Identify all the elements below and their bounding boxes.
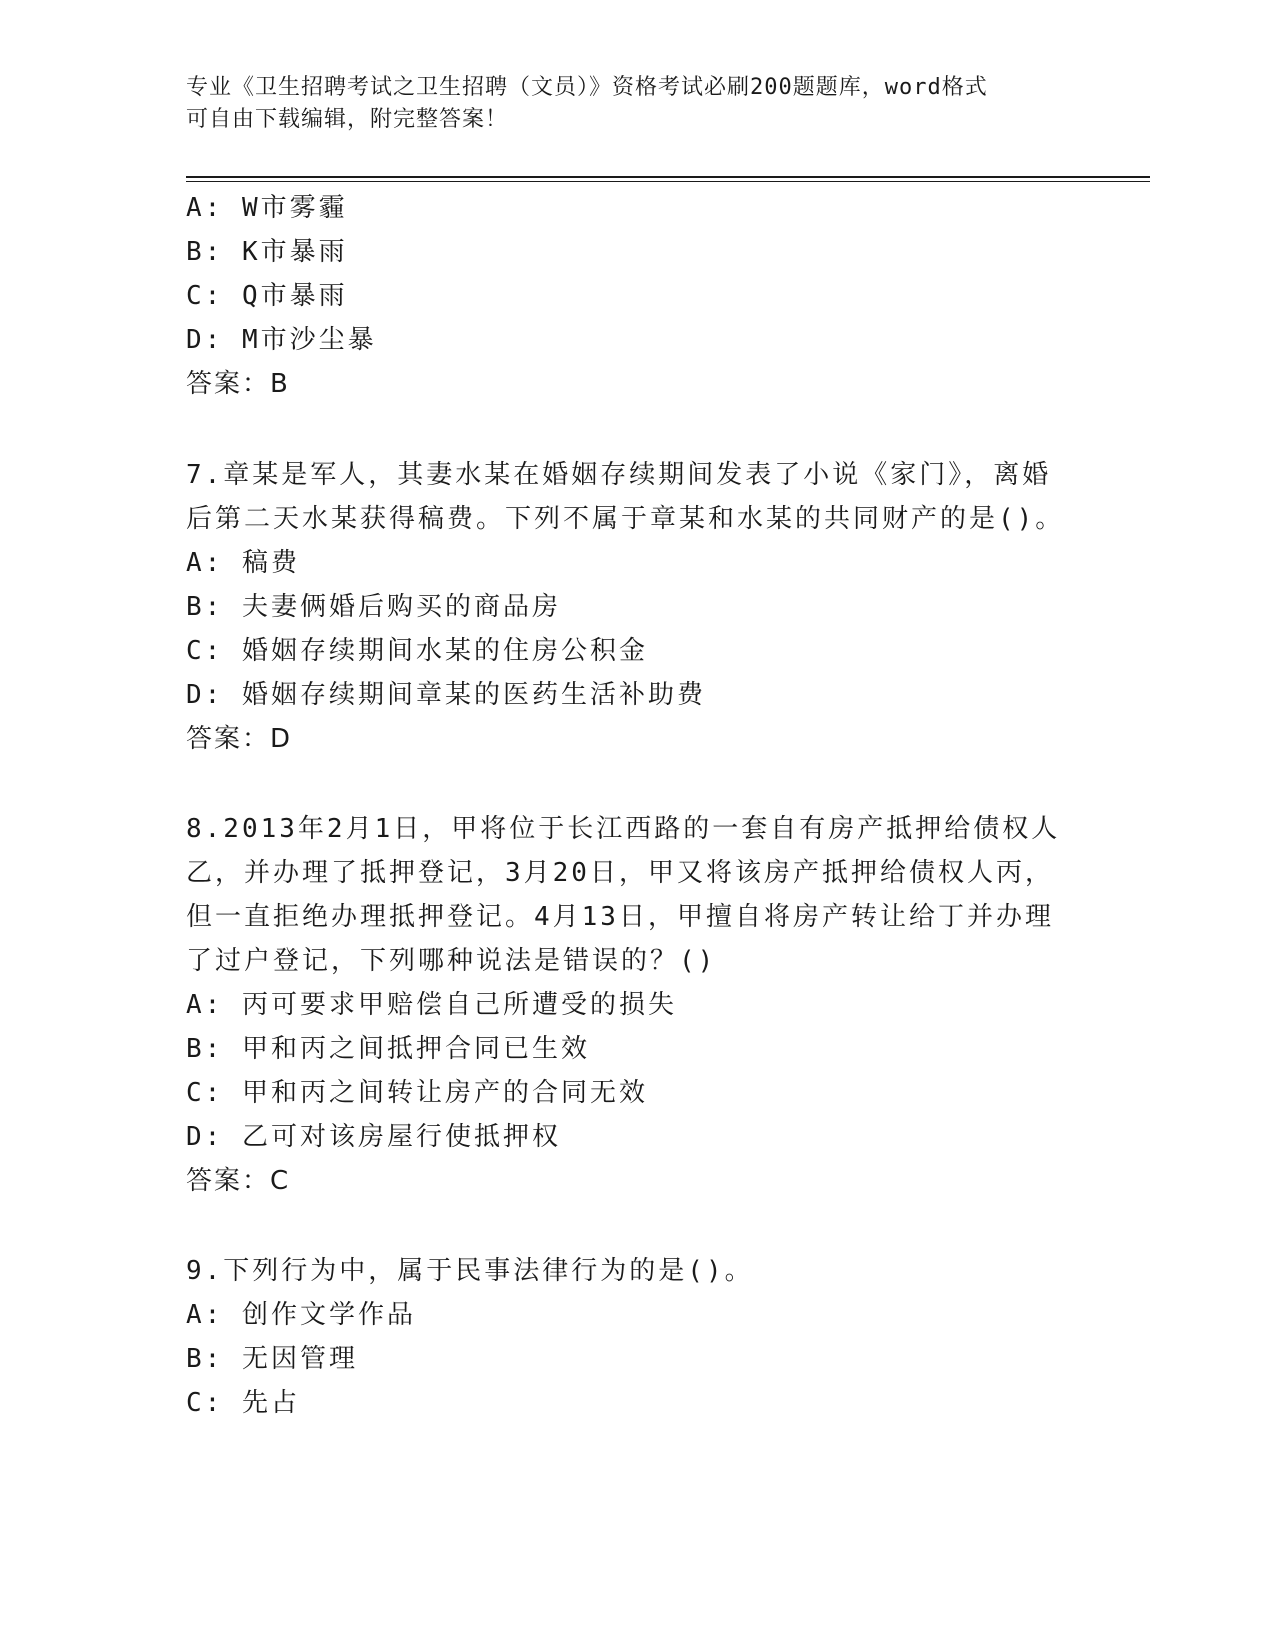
q8-stem-line-2: 乙，并办理了抵押登记，3月20日，甲又将该房产抵押给债权人丙，: [186, 858, 1054, 888]
header-line-1: 专业《卫生招聘考试之卫生招聘（文员）》资格考试必刷200题题库，word格式: [186, 75, 988, 100]
q8-stem-line-3: 但一直拒绝办理抵押登记。4月13日，甲擅自将房产转让给丁并办理: [186, 902, 1054, 932]
header-divider-thick: [186, 176, 1150, 178]
q7-answer: 答案：D: [186, 724, 293, 754]
document-header: [186, 72, 1066, 136]
q7-stem-line-1: 7.章某是军人，其妻水某在婚姻存续期间发表了小说《家门》，离婚: [186, 460, 1052, 490]
q9-stem-line-1: 9.下列行为中，属于民事法律行为的是()。: [186, 1256, 754, 1286]
q6-option-b: B: K市暴雨: [186, 237, 348, 267]
q8-option-a: A: 丙可要求甲赔偿自己所遭受的损失: [186, 990, 677, 1020]
q8-option-d: D: 乙可对该房屋行使抵押权: [186, 1122, 561, 1152]
q7-stem-line-2: 后第二天水某获得稿费。下列不属于章某和水某的共同财产的是()。: [186, 504, 1065, 534]
q9-option-b: B: 无因管理: [186, 1344, 358, 1374]
q7-option-b: B: 夫妻俩婚后购买的商品房: [186, 592, 561, 622]
q6-option-d: D: M市沙尘暴: [186, 325, 377, 355]
q7-option-c: C: 婚姻存续期间水某的住房公积金: [186, 636, 648, 666]
q8-option-b: B: 甲和丙之间抵押合同已生效: [186, 1034, 590, 1064]
q6-option-a: A: W市雾霾: [186, 193, 348, 223]
q9-option-a: A: 创作文学作品: [186, 1300, 416, 1330]
q7-option-d: D: 婚姻存续期间章某的医药生活补助费: [186, 680, 706, 710]
q9-option-c: C: 先占: [186, 1388, 300, 1418]
q8-option-c: C: 甲和丙之间转让房产的合同无效: [186, 1078, 648, 1108]
q8-stem-line-1: 8.2013年2月1日，甲将位于长江西路的一套自有房产抵押给债权人: [186, 814, 1061, 844]
q6-answer: 答案：B: [186, 369, 290, 399]
header-divider-thin: [186, 181, 1150, 182]
q8-stem-line-4: 了过户登记，下列哪种说法是错误的？(): [186, 946, 717, 976]
header-line-2: 可自由下载编辑，附完整答案！: [186, 107, 509, 132]
q6-option-c: C: Q市暴雨: [186, 281, 348, 311]
q7-option-a: A: 稿费: [186, 548, 300, 578]
q8-answer: 答案：C: [186, 1166, 291, 1196]
